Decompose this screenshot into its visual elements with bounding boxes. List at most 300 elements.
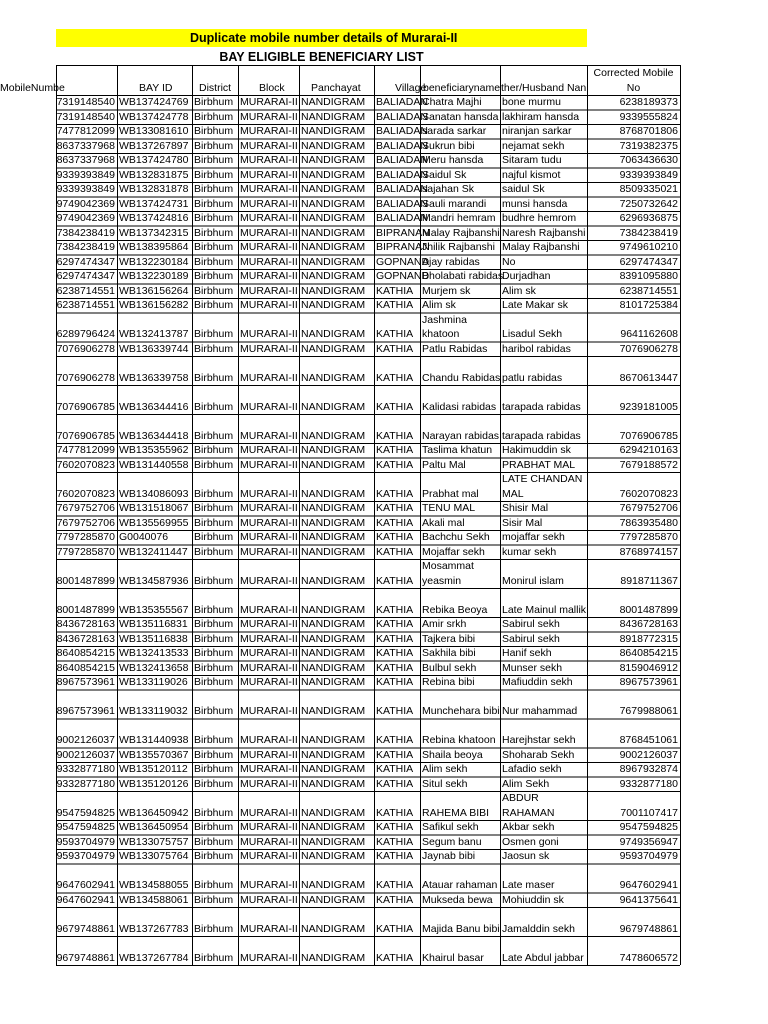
cell-bay-id: WB135355962 xyxy=(119,444,189,456)
cell-mobile: 8436728163 xyxy=(56,618,115,630)
cell-block: MURARAI-II xyxy=(240,705,298,717)
cell-bay-id: WB137267784 xyxy=(119,951,189,964)
cell-village: KATHIA xyxy=(376,502,414,514)
cell-mobile: 9749042369 xyxy=(56,197,115,210)
cell-mobile: 9002126037 xyxy=(56,748,115,761)
cell-bay-id: WB134086093 xyxy=(119,487,189,500)
list-subtitle: BAY ELIGIBLE BENEFICIARY LIST xyxy=(219,50,424,64)
cell-panchayat: NANDIGRAM xyxy=(301,255,366,268)
cell-panchayat: NANDIGRAM xyxy=(301,328,366,340)
cell-corrected-mobile: 8670613447 xyxy=(619,371,678,384)
cell-panchayat: NANDIGRAM xyxy=(301,458,366,471)
cell-mobile: 9332877180 xyxy=(56,777,115,790)
cell-block: MURARAI-II xyxy=(240,647,298,659)
cell-block: MURARAI-II xyxy=(240,632,298,645)
cell-district: Birbhum xyxy=(194,922,234,935)
cell-mobile: 9002126037 xyxy=(56,734,115,746)
cell-district: Birbhum xyxy=(194,661,234,674)
cell-bay-id: WB135120126 xyxy=(119,777,189,790)
cell-bay-id: WB136339744 xyxy=(119,342,189,355)
cell-block: MURARAI-II xyxy=(240,212,298,224)
cell-district: Birbhum xyxy=(194,821,234,833)
cell-corrected-mobile: 8918711367 xyxy=(620,574,678,587)
cell-bay-id: WB133075764 xyxy=(119,850,189,862)
cell-father-husband-name: budhre hemrom xyxy=(502,212,577,224)
cell-corrected-mobile: 9641375641 xyxy=(619,893,678,906)
cell-village: BALIADAN xyxy=(376,212,428,224)
cell-father-husband-name-line2: RAHAMAN xyxy=(502,806,555,819)
cell-beneficiary-name: Atauar rahaman xyxy=(422,879,498,891)
cell-corrected-mobile: 8768974157 xyxy=(619,545,678,558)
cell-block: MURARAI-II xyxy=(240,429,298,442)
cell-district: Birbhum xyxy=(194,502,234,514)
cell-corrected-mobile: 9641162608 xyxy=(620,328,678,340)
cell-block: MURARAI-II xyxy=(240,110,298,123)
cell-bay-id: WB132413658 xyxy=(119,661,189,674)
cell-panchayat: NANDIGRAM xyxy=(301,487,366,500)
cell-mobile: 8001487899 xyxy=(56,574,115,587)
cell-father-husband-name: Sabirul sekh xyxy=(502,632,560,645)
cell-corrected-mobile: 8159046912 xyxy=(619,661,678,674)
cell-beneficiary-name: Rebina khatoon xyxy=(422,734,496,746)
cell-block: MURARAI-II xyxy=(240,139,298,152)
cell-block: MURARAI-II xyxy=(240,168,298,181)
cell-panchayat: NANDIGRAM xyxy=(301,574,366,587)
cell-bay-id: WB131440558 xyxy=(119,458,189,471)
cell-district: Birbhum xyxy=(194,748,234,761)
cell-father-husband-name: ABDUR xyxy=(502,792,539,804)
cell-beneficiary-name-line2: khatoon xyxy=(422,328,460,340)
cell-mobile: 8637337968 xyxy=(56,154,115,166)
cell-beneficiary-name: Rebina bibi xyxy=(422,676,475,688)
cell-beneficiary-name: Chatra Majhi xyxy=(422,96,482,108)
cell-district: Birbhum xyxy=(194,342,234,355)
cell-bay-id: WB135116831 xyxy=(119,618,188,630)
cell-panchayat: NANDIGRAM xyxy=(301,777,366,790)
cell-corrected-mobile: 9679748861 xyxy=(619,922,678,935)
cell-panchayat: NANDIGRAM xyxy=(301,531,366,543)
cell-bay-id: WB137424778 xyxy=(119,110,189,123)
cell-mobile: 8637337968 xyxy=(56,139,115,152)
cell-block: MURARAI-II xyxy=(240,371,298,384)
cell-block: MURARAI-II xyxy=(240,270,298,282)
cell-beneficiary-name: Mukseda bewa xyxy=(422,893,493,906)
cell-village: KATHIA xyxy=(376,284,414,297)
cell-village: KATHIA xyxy=(376,400,414,413)
cell-block: MURARAI-II xyxy=(240,763,298,775)
cell-beneficiary-name: Jhilik Rajbanshi xyxy=(422,241,495,253)
cell-district: Birbhum xyxy=(194,444,234,456)
header-panchayat: Panchayat xyxy=(311,82,361,94)
cell-panchayat: NANDIGRAM xyxy=(301,154,366,166)
cell-block: MURARAI-II xyxy=(240,299,298,311)
cell-father-husband-name: Late Abdul jabbar xyxy=(502,951,584,964)
cell-beneficiary-name: Mojaffar sekh xyxy=(422,545,485,558)
cell-panchayat: NANDIGRAM xyxy=(301,241,366,253)
cell-block: MURARAI-II xyxy=(240,603,298,616)
cell-district: Birbhum xyxy=(194,429,234,442)
cell-block: MURARAI-II xyxy=(240,502,298,514)
cell-bay-id: WB137424769 xyxy=(119,96,189,108)
cell-corrected-mobile: 7076906278 xyxy=(619,342,678,355)
cell-beneficiary-name: Ajay rabidas xyxy=(422,255,480,268)
cell-village: KATHIA xyxy=(376,516,414,529)
cell-panchayat: NANDIGRAM xyxy=(301,270,366,282)
cell-corrected-mobile: 6297474347 xyxy=(619,255,678,268)
cell-beneficiary-name: Sukrun bibi xyxy=(422,139,475,152)
cell-block: MURARAI-II xyxy=(240,154,298,166)
cell-mobile: 7477812099 xyxy=(56,125,115,137)
page-title: Duplicate mobile number details of Murarai-II xyxy=(190,31,458,45)
cell-beneficiary-name: sarada sarkar xyxy=(422,125,487,137)
cell-district: Birbhum xyxy=(194,241,234,253)
cell-village: GOPNAND xyxy=(376,270,430,282)
cell-village: KATHIA xyxy=(376,574,414,587)
cell-district: Birbhum xyxy=(194,676,234,688)
cell-district: Birbhum xyxy=(194,951,234,964)
cell-father-husband-name-line2: MAL xyxy=(502,487,524,500)
cell-mobile: 7319148540 xyxy=(56,96,115,108)
cell-district: Birbhum xyxy=(194,270,234,282)
cell-village: BALIADAN xyxy=(376,110,428,123)
cell-father-husband-name: Monirul islam xyxy=(502,574,564,587)
header-corrected-mobile: Corrected Mobile xyxy=(593,67,674,79)
cell-bay-id: WB136450942 xyxy=(119,806,189,819)
cell-beneficiary-name: Jashmina xyxy=(422,313,467,326)
cell-district: Birbhum xyxy=(194,96,234,108)
cell-district: Birbhum xyxy=(194,212,234,224)
cell-father-husband-name: Akbar sekh xyxy=(502,821,555,833)
cell-father-husband-name: Lafadio sekh xyxy=(502,763,562,775)
cell-bay-id: WB132230184 xyxy=(119,255,189,268)
cell-beneficiary-name: Majida Banu bibi xyxy=(422,922,500,935)
cell-village: KATHIA xyxy=(376,951,414,964)
cell-father-husband-name: Nur mahammad xyxy=(502,705,578,717)
cell-corrected-mobile: 8436728163 xyxy=(619,618,678,630)
cell-bay-id: WB134587936 xyxy=(119,574,189,587)
cell-block: MURARAI-II xyxy=(240,444,298,456)
cell-bay-id: G0040076 xyxy=(119,531,169,543)
cell-panchayat: NANDIGRAM xyxy=(301,96,366,108)
cell-district: Birbhum xyxy=(194,893,234,906)
cell-village: KATHIA xyxy=(376,371,414,384)
cell-corrected-mobile: 9593704979 xyxy=(619,850,678,862)
cell-mobile: 9339393849 xyxy=(56,168,115,181)
cell-panchayat: NANDIGRAM xyxy=(301,734,366,746)
cell-bay-id: WB137424816 xyxy=(119,212,189,224)
cell-beneficiary-name-line2: yeasmin xyxy=(422,574,462,587)
cell-village: KATHIA xyxy=(376,821,414,833)
cell-mobile: 6238714551 xyxy=(56,299,115,311)
cell-district: Birbhum xyxy=(194,777,234,790)
cell-beneficiary-name: sajahan Sk xyxy=(422,183,474,195)
cell-village: KATHIA xyxy=(376,850,414,862)
cell-district: Birbhum xyxy=(194,603,234,616)
cell-bay-id: WB136450954 xyxy=(119,821,189,833)
cell-village: GOPNAND xyxy=(376,255,430,268)
cell-beneficiary-name: Munchehara bibi xyxy=(422,705,500,717)
cell-father-husband-name: lakhiram hansda xyxy=(502,110,580,123)
cell-beneficiary-name: Amir srkh xyxy=(422,618,467,630)
cell-block: MURARAI-II xyxy=(240,676,298,688)
cell-corrected-mobile: 8967932874 xyxy=(619,763,678,775)
cell-mobile: 8967573961 xyxy=(56,676,115,688)
cell-beneficiary-name: Bachchu Sekh xyxy=(422,531,490,543)
cell-bay-id: WB132831878 xyxy=(119,183,189,195)
cell-block: MURARAI-II xyxy=(240,255,298,268)
cell-panchayat: NANDIGRAM xyxy=(301,951,366,964)
cell-district: Birbhum xyxy=(194,371,234,384)
cell-corrected-mobile: 6294210163 xyxy=(619,444,678,456)
cell-district: Birbhum xyxy=(194,299,234,311)
cell-block: MURARAI-II xyxy=(240,748,298,761)
cell-village: BALIADAN xyxy=(376,96,428,108)
cell-father-husband-name: Osmen goni xyxy=(502,835,559,848)
cell-block: MURARAI-II xyxy=(240,487,298,500)
cell-block: MURARAI-II xyxy=(240,734,298,746)
cell-mobile: 9749042369 xyxy=(56,212,115,224)
cell-district: Birbhum xyxy=(194,545,234,558)
cell-mobile: 8436728163 xyxy=(56,632,115,645)
cell-panchayat: NANDIGRAM xyxy=(301,893,366,906)
cell-father-husband-name: No xyxy=(502,255,516,268)
cell-beneficiary-name: RAHEMA BIBI xyxy=(422,806,490,819)
cell-village: BIPRANAN xyxy=(376,241,430,253)
cell-beneficiary-name: Akali mal xyxy=(422,516,465,529)
cell-block: MURARAI-II xyxy=(240,183,298,195)
cell-panchayat: NANDIGRAM xyxy=(301,821,366,833)
cell-village: BALIADAN xyxy=(376,168,428,181)
cell-bay-id: WB137267897 xyxy=(119,139,189,152)
cell-father-husband-name: Sisir Mal xyxy=(502,516,543,529)
cell-beneficiary-name: Narayan rabidas xyxy=(422,429,500,442)
cell-father-husband-name: niranjan sarkar xyxy=(502,125,572,137)
cell-mobile: 7477812099 xyxy=(56,444,115,456)
cell-mobile: 7602070823 xyxy=(56,487,115,500)
cell-father-husband-name: Sabirul sekh xyxy=(502,618,560,630)
cell-corrected-mobile: 7797285870 xyxy=(619,531,678,543)
cell-district: Birbhum xyxy=(194,618,234,630)
cell-beneficiary-name: Murjem sk xyxy=(422,284,471,297)
cell-mobile: 9679748861 xyxy=(56,951,115,964)
cell-village: KATHIA xyxy=(376,444,414,456)
cell-block: MURARAI-II xyxy=(240,806,298,819)
cell-village: BALIADAN xyxy=(376,197,428,210)
cell-corrected-mobile: 8967573961 xyxy=(619,676,678,688)
cell-corrected-mobile: 7679988061 xyxy=(619,705,678,717)
cell-beneficiary-name: Prabhat mal xyxy=(422,487,479,500)
cell-corrected-mobile: 7076906785 xyxy=(619,429,678,442)
cell-father-husband-name: tarapada rabidas xyxy=(502,429,581,442)
cell-block: MURARAI-II xyxy=(240,574,298,587)
cell-district: Birbhum xyxy=(194,110,234,123)
cell-village: KATHIA xyxy=(376,734,414,746)
cell-district: Birbhum xyxy=(194,400,234,413)
cell-block: MURARAI-II xyxy=(240,96,298,108)
cell-father-husband-name: Lisadul Sekh xyxy=(502,328,563,340)
cell-village: BALIADAN xyxy=(376,139,428,152)
cell-corrected-mobile: 9647602941 xyxy=(619,879,678,891)
cell-father-husband-name: patlu rabidas xyxy=(502,371,563,384)
cell-village: KATHIA xyxy=(376,632,414,645)
cell-block: MURARAI-II xyxy=(240,879,298,891)
cell-panchayat: NANDIGRAM xyxy=(301,618,366,630)
cell-panchayat: NANDIGRAM xyxy=(301,661,366,674)
cell-corrected-mobile: 8918772315 xyxy=(619,632,678,645)
cell-beneficiary-name: Chandu Rabidas xyxy=(422,371,501,384)
cell-mobile: 7384238419 xyxy=(56,241,115,253)
cell-corrected-mobile: 9002126037 xyxy=(619,748,678,761)
cell-village: KATHIA xyxy=(376,661,414,674)
cell-mobile: 7384238419 xyxy=(56,226,115,239)
cell-corrected-mobile: 9749610210 xyxy=(619,241,678,253)
cell-beneficiary-name: Rebika Beoya xyxy=(422,603,488,616)
cell-mobile: 9332877180 xyxy=(56,763,115,775)
cell-beneficiary-name: Alim sk xyxy=(422,299,456,311)
cell-village: KATHIA xyxy=(376,879,414,891)
cell-district: Birbhum xyxy=(194,284,234,297)
cell-beneficiary-name: Saidul Sk xyxy=(422,168,467,181)
cell-panchayat: NANDIGRAM xyxy=(301,676,366,688)
cell-beneficiary-name: Sakhila bibi xyxy=(422,647,476,659)
cell-village: KATHIA xyxy=(376,676,414,688)
cell-mobile: 7076906785 xyxy=(56,429,115,442)
cell-district: Birbhum xyxy=(194,763,234,775)
cell-panchayat: NANDIGRAM xyxy=(301,806,366,819)
cell-beneficiary-name: Sauli marandi xyxy=(422,197,487,210)
cell-village: KATHIA xyxy=(376,763,414,775)
cell-mobile: 9593704979 xyxy=(56,850,115,862)
cell-block: MURARAI-II xyxy=(240,850,298,862)
cell-corrected-mobile: 9239181005 xyxy=(619,400,678,413)
cell-village: KATHIA xyxy=(376,748,414,761)
cell-panchayat: NANDIGRAM xyxy=(301,125,366,137)
cell-panchayat: NANDIGRAM xyxy=(301,444,366,456)
cell-mobile: 9647602941 xyxy=(56,879,115,891)
cell-mobile: 6297474347 xyxy=(56,255,115,268)
cell-district: Birbhum xyxy=(194,516,234,529)
cell-corrected-mobile: 7478606572 xyxy=(619,951,678,964)
cell-father-husband-name: LATE CHANDAN xyxy=(502,473,583,485)
cell-block: MURARAI-II xyxy=(240,661,298,674)
cell-bay-id: WB136344416 xyxy=(119,400,189,413)
cell-panchayat: NANDIGRAM xyxy=(301,429,366,442)
cell-corrected-mobile: 6238714551 xyxy=(619,284,678,297)
cell-corrected-mobile: 9547594825 xyxy=(619,821,678,833)
cell-district: Birbhum xyxy=(194,197,234,210)
cell-district: Birbhum xyxy=(194,226,234,239)
cell-mobile: 9339393849 xyxy=(56,183,115,195)
cell-block: MURARAI-II xyxy=(240,545,298,558)
cell-father-husband-name: Harejhstar sekh xyxy=(502,734,576,746)
cell-bay-id: WB132831875 xyxy=(119,168,189,181)
cell-corrected-mobile: 6296936875 xyxy=(619,212,678,224)
cell-corrected-mobile: 8640854215 xyxy=(619,647,678,659)
cell-father-husband-name: Mohiuddin sk xyxy=(502,893,564,906)
header-corrected-mobile-no: No xyxy=(626,82,641,94)
cell-village: KATHIA xyxy=(376,531,414,543)
cell-bay-id: WB138395864 xyxy=(119,241,189,253)
cell-father-husband-name: haribol rabidas xyxy=(502,342,571,355)
cell-bay-id: WB131440938 xyxy=(119,734,189,746)
cell-block: MURARAI-II xyxy=(240,531,298,543)
cell-block: MURARAI-II xyxy=(240,125,298,137)
cell-bay-id: WB137342315 xyxy=(119,226,189,239)
cell-father-husband-name: Malay Rajbanshi xyxy=(502,241,580,253)
cell-village: KATHIA xyxy=(376,922,414,935)
cell-father-husband-name: najful kismot xyxy=(502,168,561,181)
cell-panchayat: NANDIGRAM xyxy=(301,299,366,311)
header-father-husband-name: ther/Husband Nan xyxy=(501,82,587,94)
cell-panchayat: NANDIGRAM xyxy=(301,647,366,659)
cell-block: MURARAI-II xyxy=(240,821,298,833)
cell-village: KATHIA xyxy=(376,603,414,616)
cell-corrected-mobile: 7863935480 xyxy=(619,516,678,529)
cell-bay-id: WB134588055 xyxy=(119,879,189,891)
cell-mobile: 7797285870 xyxy=(56,545,115,558)
cell-village: KATHIA xyxy=(376,342,414,355)
cell-block: MURARAI-II xyxy=(240,951,298,964)
cell-mobile: 9593704979 xyxy=(56,835,115,848)
cell-block: MURARAI-II xyxy=(240,922,298,935)
cell-panchayat: NANDIGRAM xyxy=(301,371,366,384)
cell-village: KATHIA xyxy=(376,705,414,717)
cell-district: Birbhum xyxy=(194,154,234,166)
cell-district: Birbhum xyxy=(194,835,234,848)
cell-village: KATHIA xyxy=(376,328,414,340)
cell-corrected-mobile: 7319382375 xyxy=(619,139,678,152)
cell-village: KATHIA xyxy=(376,487,414,500)
cell-father-husband-name: Jaosun sk xyxy=(502,850,550,862)
cell-corrected-mobile: 7384238419 xyxy=(619,226,678,239)
cell-district: Birbhum xyxy=(194,183,234,195)
cell-village: KATHIA xyxy=(376,429,414,442)
cell-father-husband-name: Durjadhan xyxy=(502,270,551,282)
cell-village: KATHIA xyxy=(376,545,414,558)
cell-panchayat: NANDIGRAM xyxy=(301,763,366,775)
cell-village: KATHIA xyxy=(376,618,414,630)
cell-mobile: 8967573961 xyxy=(56,705,115,717)
cell-district: Birbhum xyxy=(194,139,234,152)
cell-district: Birbhum xyxy=(194,806,234,819)
cell-mobile: 7602070823 xyxy=(56,458,115,471)
cell-village: BIPRANAN xyxy=(376,226,430,239)
cell-beneficiary-name: Sanatan hansda xyxy=(422,110,499,123)
cell-bay-id: WB135116838 xyxy=(119,632,188,645)
cell-village: BALIADAN xyxy=(376,154,428,166)
cell-block: MURARAI-II xyxy=(240,618,298,630)
cell-beneficiary-name: Kalidasi rabidas xyxy=(422,400,497,413)
cell-panchayat: NANDIGRAM xyxy=(301,850,366,862)
cell-village: KATHIA xyxy=(376,893,414,906)
header-block: Block xyxy=(259,82,285,94)
cell-bay-id: WB132413533 xyxy=(119,647,189,659)
cell-mobile: 8001487899 xyxy=(56,603,115,616)
cell-panchayat: NANDIGRAM xyxy=(301,922,366,935)
cell-mobile: 7076906278 xyxy=(56,342,115,355)
cell-district: Birbhum xyxy=(194,574,234,587)
header-beneficiary-name: beneficiaryname xyxy=(423,82,501,94)
cell-panchayat: NANDIGRAM xyxy=(301,516,366,529)
cell-village: KATHIA xyxy=(376,458,414,471)
cell-panchayat: NANDIGRAM xyxy=(301,545,366,558)
cell-district: Birbhum xyxy=(194,879,234,891)
cell-beneficiary-name: Alim sekh xyxy=(422,763,468,775)
cell-bay-id: WB131518067 xyxy=(119,502,189,514)
cell-mobile: 9547594825 xyxy=(56,821,115,833)
cell-father-husband-name: Sitaram tudu xyxy=(502,154,562,166)
cell-mobile: 9547594825 xyxy=(56,806,115,819)
